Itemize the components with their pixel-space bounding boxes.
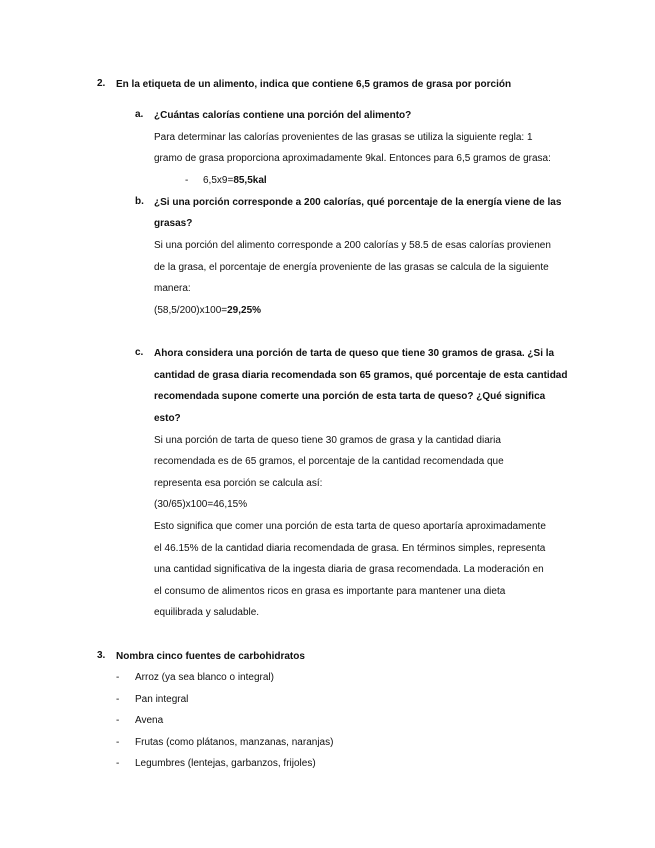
item-b-answer-line: Si una porción del alimento corresponde a 200 calorías y 58.5 de esas calorías provienen [154, 240, 551, 251]
item-c-answer-line: una cantidad significativa de la ingesta diaria de grasa recomendada. La moderación en [154, 564, 544, 575]
list-item: Frutas (como plátanos, manzanas, naranjas) [135, 737, 334, 748]
item-b-question-cont: grasas? [154, 218, 193, 229]
question-3-number: 3. [97, 650, 106, 661]
item-b-calculation: (58,5/200)x100=29,25% [154, 305, 262, 316]
item-c-answer-line: equilibrada y saludable. [154, 607, 260, 618]
item-b-question: ¿Si una porción corresponde a 200 calorías, qué porcentaje de la energía viene de las [154, 197, 562, 208]
list-bullet: - [116, 694, 120, 705]
item-c-question-line: cantidad de grasa diaria recomendada son 65 gramos, qué porcentaje de esta cantidad [154, 370, 568, 381]
item-a-answer-line: gramo de grasa proporciona aproximadamente 9kal. Entonces para 6,5 gramos de grasa: [154, 153, 551, 164]
list-item: Pan integral [135, 694, 189, 705]
calc-bullet: - [185, 175, 189, 186]
item-c-answer-line: Esto significa que comer una porción de esta tarta de queso aportaría aproximadamente [154, 521, 546, 532]
item-a-answer-line: Para determinar las calorías provenientes de las grasas se utiliza la siguiente regla: 1 [154, 132, 533, 143]
list-bullet: - [116, 672, 120, 683]
item-c-question-line: recomendada supone comerte una porción de esta tarta de queso? ¿Qué significa [154, 391, 546, 402]
item-c-letter: c. [135, 347, 144, 358]
item-c-answer-line: el consumo de alimentos ricos en grasa es importante para mantener una dieta [154, 586, 506, 597]
item-c-answer-line: recomendada es de 65 gramos, el porcentaje de la cantidad recomendada que [154, 456, 504, 467]
item-a-question: ¿Cuántas calorías contiene una porción del alimento? [154, 110, 412, 121]
list-item: Avena [135, 715, 164, 726]
question-2-number: 2. [97, 78, 106, 89]
list-bullet: - [116, 715, 120, 726]
item-c-answer-line: el 46.15% de la cantidad diaria recomendada de grasa. En términos simples, representa [154, 543, 546, 554]
list-item: Legumbres (lentejas, garbanzos, frijoles) [135, 758, 316, 769]
item-c-answer-line: Si una porción de tarta de queso tiene 30 gramos de grasa y la cantidad diaria [154, 435, 501, 446]
list-bullet: - [116, 737, 120, 748]
question-3-title: Nombra cinco fuentes de carbohidratos [116, 651, 305, 662]
list-bullet: - [116, 758, 120, 769]
item-c-question-line: esto? [154, 413, 181, 424]
item-a-letter: a. [135, 109, 144, 120]
question-2-title: En la etiqueta de un alimento, indica que contiene 6,5 gramos de grasa por porción [116, 79, 512, 90]
item-a-calculation: 6,5x9=85,5kal [203, 175, 267, 186]
item-b-answer-line: de la grasa, el porcentaje de energía proveniente de las grasas se calcula de la siguiente [154, 262, 549, 273]
item-c-calculation: (30/65)x100=46,15% [154, 499, 248, 510]
item-c-question-line: Ahora considera una porción de tarta de queso que tiene 30 gramos de grasa. ¿Si la [154, 348, 555, 359]
item-c-answer-line: representa esa porción se calcula así: [154, 478, 323, 489]
item-b-answer-line: manera: [154, 283, 191, 294]
list-item: Arroz (ya sea blanco o integral) [135, 672, 274, 683]
item-b-letter: b. [135, 196, 144, 207]
